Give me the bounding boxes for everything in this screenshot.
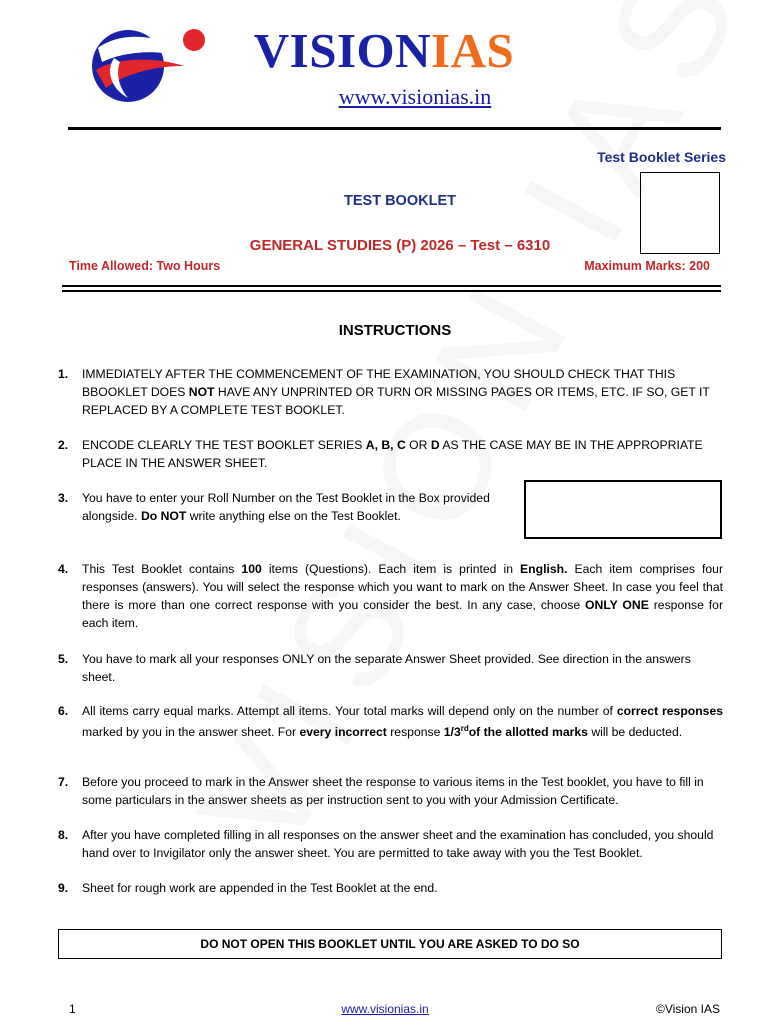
item-number: 9. [58, 881, 69, 895]
item-number: 5. [58, 652, 69, 666]
copyright: ©Vision IAS [656, 1002, 720, 1016]
instructions-heading: INSTRUCTIONS [338, 322, 452, 339]
item-number: 3. [58, 491, 69, 505]
item-number: 2. [58, 438, 69, 452]
item-number: 7. [58, 775, 69, 789]
item-text: ENCODE CLEARLY THE TEST BOOKLET SERIES A, B, C OR D AS THE CASE MAY BE IN THE APPROPRIATE PLACE IN THE ANSWER SHEET. [82, 438, 703, 470]
item-text: Sheet for rough work are appended in the Test Booklet at the end. [82, 881, 438, 895]
footer-url-link[interactable]: www.visionias.in [341, 1002, 429, 1016]
brand-title [0, 22, 768, 79]
header-divider [68, 127, 721, 130]
page-number: 1 [69, 1002, 76, 1016]
booklet-title: TEST BOOKLET [344, 193, 456, 209]
item-text: Before you proceed to mark in the Answer sheet the response to various items in the Test booklet, you have to fill in some particulars in the answer sheets as per instruction sent to you with your Admission Certificate. [82, 775, 704, 807]
roll-number-box[interactable] [524, 480, 722, 539]
item-text: All items carry equal marks. Attempt all items. Your total marks will depend only on the number of correct responses marked by you in the answer sheet. For every incorrect response 1/3rdof the allotted marks will be deducted. [82, 704, 723, 740]
item-number: 1. [58, 367, 69, 381]
header-url-link[interactable]: www.visionias.in [338, 84, 492, 109]
series-box[interactable] [640, 172, 720, 254]
item-number: 8. [58, 828, 69, 842]
divider-line [62, 290, 721, 292]
test-booklet-series-label: Test Booklet Series [597, 149, 726, 165]
item-number: 6. [58, 704, 69, 718]
item-number: 4. [58, 562, 69, 576]
maximum-marks: Maximum Marks: 200 [584, 259, 710, 273]
brand-vision: VISION [253, 23, 432, 78]
item-text: You have to mark all your responses ONLY on the separate Answer Sheet provided. See direction in the answers sheet. [82, 652, 691, 684]
time-allowed: Time Allowed: Two Hours [69, 259, 221, 273]
brand-ias: IAS [431, 23, 515, 78]
item-text: This Test Booklet contains 100 items (Questions). Each item is printed in English. Each item comprises four responses (answers). You will select the response which you want to mark on the Answer Sheet. In case you feel that there is more than one correct response with you consider the best. In any case, choose ONLY ONE response for each item. [82, 562, 723, 630]
subject-title: GENERAL STUDIES (P) 2026 – Test – 6310 [249, 237, 551, 254]
do-not-open-notice: DO NOT OPEN THIS BOOKLET UNTIL YOU ARE ASKED TO DO SO [58, 929, 722, 959]
item-text: You have to enter your Roll Number on the Test Booklet in the Box provided alongside. Do NOT write anything else on the Test Booklet. [82, 491, 490, 523]
item-text: After you have completed filling in all responses on the answer sheet and the examination has concluded, you should hand over to Invigilator only the answer sheet. You are permitted to take away with you the Test Booklet. [82, 828, 714, 860]
item-text: IMMEDIATELY AFTER THE COMMENCEMENT OF THE EXAMINATION, YOU SHOULD CHECK THAT THIS BBOOKLET DOES NOT HAVE ANY UNPRINTED OR TURN OR MISSING PAGES OR ITEMS, ETC. IF SO, GET IT REPLACED BY A COMPLETE TEST BOOKLET. [82, 367, 710, 417]
divider-line [62, 285, 721, 287]
